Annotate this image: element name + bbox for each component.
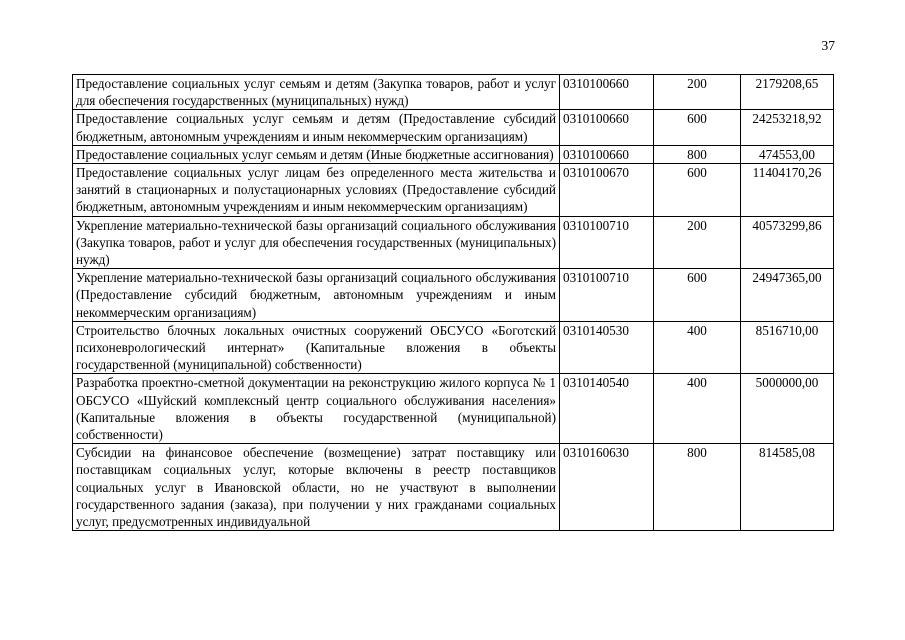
- row-expense-type: 800: [654, 444, 741, 531]
- row-description: Строительство блочных локальных очистных сооружений ОБСУСО «Боготский психоневрологический интернат» (Капитальные вложения в объекты государственной (муниципальной) собственности): [73, 321, 560, 374]
- row-expense-type: 400: [654, 374, 741, 444]
- row-amount: 2179208,65: [741, 75, 834, 110]
- table-row: [73, 444, 834, 531]
- row-description: Разработка проектно-сметной документации на реконструкцию жилого корпуса № 1 ОБСУСО «Шуйский комплексный центр социального обслуживания населения» (Капитальные вложения в объекты государственной (муниципальной) собственности): [73, 374, 560, 444]
- row-expense-type: 200: [654, 216, 741, 269]
- row-expense-type: 800: [654, 145, 741, 163]
- row-description: Укрепление материально-технической базы организаций социального обслуживания (Закупка товаров, работ и услуг для обеспечения государственных (муниципальных) нужд): [73, 216, 560, 269]
- page-number: 37: [821, 38, 835, 53]
- row-code: 0310100710: [560, 216, 654, 269]
- row-amount: 11404170,26: [741, 164, 834, 217]
- table-row: [73, 269, 834, 322]
- table-row: [73, 110, 834, 145]
- row-amount: 8516710,00: [741, 321, 834, 374]
- row-amount: 24947365,00: [741, 269, 834, 322]
- budget-table: [72, 74, 834, 531]
- row-amount: 24253218,92: [741, 110, 834, 145]
- row-description: Предоставление социальных услуг семьям и детям (Предоставление субсидий бюджетным, автономным учреждениям и иным некоммерческим организациям): [73, 110, 560, 145]
- row-description: Субсидии на финансовое обеспечение (возмещение) затрат поставщику или поставщикам социальных услуг, которые включены в реестр поставщиков социальных услуг в Ивановской области, но не участвуют в выполнении государственного задания (заказа), при получении у них гражданами социальных услуг, предусмотренных индивидуальной: [73, 444, 560, 531]
- row-amount: 814585,08: [741, 444, 834, 531]
- table-row: [73, 164, 834, 217]
- row-amount: 5000000,00: [741, 374, 834, 444]
- table-row: [73, 145, 834, 163]
- row-expense-type: 600: [654, 269, 741, 322]
- table-row: [73, 374, 834, 444]
- row-code: 0310140540: [560, 374, 654, 444]
- row-expense-type: 600: [654, 110, 741, 145]
- table-row: [73, 216, 834, 269]
- row-code: 0310100710: [560, 269, 654, 322]
- row-expense-type: 400: [654, 321, 741, 374]
- row-amount: 474553,00: [741, 145, 834, 163]
- row-description: Предоставление социальных услуг семьям и детям (Закупка товаров, работ и услуг для обеспечения государственных (муниципальных) нужд): [73, 75, 560, 110]
- row-amount: 40573299,86: [741, 216, 834, 269]
- row-code: 0310100660: [560, 75, 654, 110]
- row-description: Укрепление материально-технической базы организаций социального обслуживания (Предоставление субсидий бюджетным, автономным учреждениям и иным некоммерческим организациям): [73, 269, 560, 322]
- row-description: Предоставление социальных услуг семьям и детям (Иные бюджетные ассигнования): [73, 145, 560, 163]
- row-code: 0310100670: [560, 164, 654, 217]
- row-code: 0310140530: [560, 321, 654, 374]
- row-description: Предоставление социальных услуг лицам без определенного места жительства и занятий в стационарных и полустационарных условиях (Предоставление субсидий бюджетным, автономным учреждениям и иным некоммерческим организациям): [73, 164, 560, 217]
- table-row: [73, 75, 834, 110]
- row-expense-type: 600: [654, 164, 741, 217]
- row-expense-type: 200: [654, 75, 741, 110]
- table-row: [73, 321, 834, 374]
- row-code: 0310100660: [560, 110, 654, 145]
- row-code: 0310160630: [560, 444, 654, 531]
- row-code: 0310100660: [560, 145, 654, 163]
